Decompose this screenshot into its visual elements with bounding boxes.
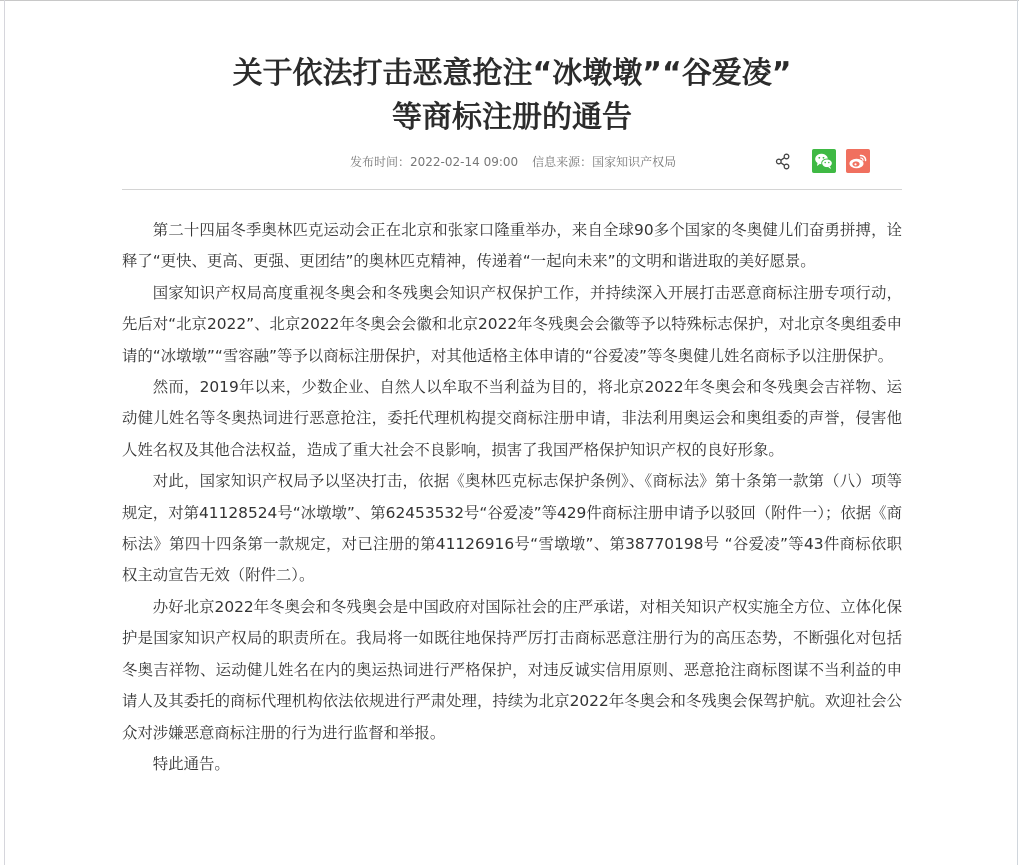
wechat-icon: [814, 152, 834, 170]
share-bar: [774, 148, 870, 174]
article-meta: [350, 152, 676, 172]
header-divider: [122, 189, 902, 190]
window-top-border: [0, 0, 1019, 1]
weibo-share-button[interactable]: [846, 149, 870, 173]
paragraph: 第二十四届冬季奥林匹克运动会正在北京和张家口隆重举办，来自全球90多个国家的冬奥健儿们奋勇拼搏，诠释了“更快、更高、更强、更团结”的奥林匹克精神，传递着“一起向未来”的文明和谐进取的美好愿景。: [122, 221, 902, 271]
scrollbar-track[interactable]: [1017, 0, 1018, 865]
source-label: 信息来源：: [532, 155, 593, 169]
article-body: [122, 215, 902, 780]
window-left-border: [4, 0, 5, 865]
title-line-2: 等商标注册的通告: [392, 100, 632, 135]
share-icon[interactable]: [774, 152, 792, 170]
publish-time-label: 发布时间：: [350, 155, 411, 169]
source-name: 国家知识产权局: [592, 155, 677, 169]
paragraph: 国家知识产权局高度重视冬奥会和冬残奥会知识产权保护工作，并持续深入开展打击恶意商标注册专项行动，先后对“北京2022”、北京2022年冬奥会会徽和北京2022年冬残奥会会徽等予以特殊标志保护，对北京冬奥组委申请的“冰墩墩”“雪容融”等予以商标注册保护，对其他适格主体申请的“谷爱凌”等冬奥健儿姓名商标予以注册保护。: [122, 283, 902, 365]
paragraph: 特此通告。: [152, 754, 230, 773]
publish-time: 2022-02-14 09:00: [410, 155, 519, 169]
wechat-share-button[interactable]: [812, 149, 836, 173]
paragraph: 然而，2019年以来，少数企业、自然人以牟取不当利益为目的，将北京2022年冬奥会和冬残奥会吉祥物、运动健儿姓名等冬奥热词进行恶意抢注，委托代理机构提交商标注册申请，非法利用奥运会和奥组委的声誉，侵害他人姓名权及其他合法权益，造成了重大社会不良影响，损害了我国严格保护知识产权的良好形象。: [122, 378, 902, 459]
paragraph: 办好北京2022年冬奥会和冬残奥会是中国政府对国际社会的庄严承诺，对相关知识产权实施全方位、立体化保护是国家知识产权局的职责所在。我局将一如既往地保持严厉打击商标恶意注册行为的高压态势，不断强化对包括冬奥吉祥物、运动健儿姓名在内的奥运热词进行严格保护，对违反诚实信用原则、恶意抢注商标图谋不当利益的申请人及其委托的商标代理机构依法依规进行严肃处理，持续为北京2022年冬奥会和冬残奥会保驾护航。欢迎社会公众对涉嫌恶意商标注册的行为进行监督和举报。: [122, 597, 902, 742]
page-title: [122, 52, 902, 140]
weibo-icon: [848, 152, 868, 170]
paragraph: 对此，国家知识产权局予以坚决打击，依据《奥林匹克标志保护条例》、《商标法》第十条第一款第（八）项等规定，对第41128524号“冰墩墩”、第62453532号“谷爱凌”等429件商标注册申请予以驳回（附件一）；依据《商标法》第四十四条第一款规定，对已注册的第41126916号“雪墩墩”、第38770198号 “谷爱凌”等43件商标依职权主动宣告无效（附件二）。: [122, 472, 902, 585]
title-line-1: 关于依法打击恶意抢注“冰墩墩”“谷爱凌”: [232, 56, 792, 91]
